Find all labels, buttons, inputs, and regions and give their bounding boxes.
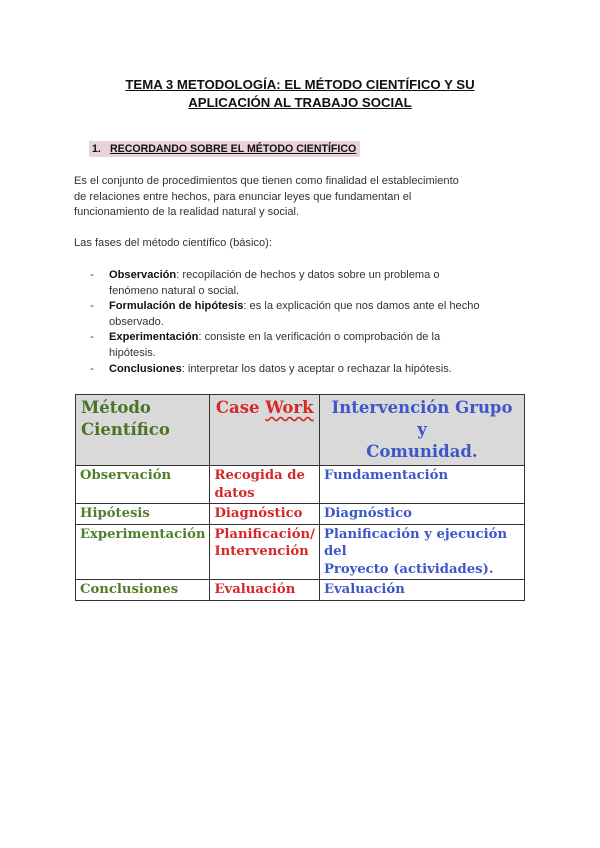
- bullet-marker: -: [90, 362, 94, 375]
- section-number: 1.: [92, 143, 101, 155]
- table-header-row: [76, 395, 525, 466]
- list-item: [90, 362, 540, 378]
- table-cell: Planificación/ Intervención: [210, 524, 319, 580]
- header-cell-case-work: Case Work: [210, 395, 319, 466]
- bullet-marker: -: [90, 300, 94, 313]
- spellcheck-underline: Work: [265, 398, 314, 417]
- table-cell: Fundamentación: [319, 466, 524, 504]
- title-line-1: TEMA 3 METODOLOGÍA: EL MÉTODO CIENTÍFICO Y SU: [125, 77, 475, 92]
- bullet-marker: -: [90, 331, 94, 344]
- phases-intro: Las fases del método científico (básico):: [74, 237, 272, 249]
- table-row: [76, 580, 525, 601]
- intro-line: Es el conjunto de procedimientos que tienen como finalidad el establecimiento: [74, 175, 459, 187]
- table-cell: Hipótesis: [76, 504, 210, 525]
- bullet-text: observado.: [109, 315, 164, 328]
- intro-line: de relaciones entre hechos, para enunciar leyes que fundamentan el: [74, 190, 412, 203]
- intro-paragraph: [74, 174, 534, 221]
- table-cell: Conclusiones: [76, 580, 210, 601]
- table-cell: Evaluación: [319, 580, 524, 601]
- title-line-2: APLICACIÓN AL TRABAJO SOCIAL: [188, 95, 412, 110]
- list-item: [90, 268, 540, 299]
- table-row: [76, 524, 525, 580]
- bullet-term: Formulación de hipótesis: [109, 300, 244, 313]
- header-cell-intervencion: Intervención Grupo y Comunidad.: [319, 395, 524, 466]
- bullet-marker: -: [90, 269, 94, 281]
- table-cell: Diagnóstico: [319, 504, 524, 525]
- intro-line: funcionamiento de la realidad natural y social.: [74, 206, 300, 219]
- list-item: [90, 330, 540, 361]
- bullet-term: Conclusiones: [109, 362, 182, 375]
- table-cell: Recogida de datos: [210, 466, 319, 504]
- section-heading: [89, 141, 360, 157]
- bullet-text: fenómeno natural o social.: [109, 284, 240, 297]
- method-comparison-table: [75, 394, 525, 601]
- bullet-term: Observación: [109, 269, 177, 281]
- table-cell: Observación: [76, 466, 210, 504]
- table-cell: Evaluación: [210, 580, 319, 601]
- document-title: [60, 76, 540, 112]
- header-cell-metodo: Método Científico: [76, 395, 210, 466]
- phases-list: [90, 268, 540, 377]
- table-row: [76, 466, 525, 504]
- table-cell: Planificación y ejecución del Proyecto (actividades).: [319, 524, 524, 580]
- bullet-text: hipótesis.: [109, 346, 156, 359]
- list-item: [90, 299, 540, 330]
- section-heading-text: RECORDANDO SOBRE EL MÉTODO CIENTÍFICO: [110, 143, 357, 155]
- bullet-text: : consiste en la verificación o comprobación de la: [198, 331, 441, 344]
- table-row: [76, 504, 525, 525]
- table-cell: Diagnóstico: [210, 504, 319, 525]
- bullet-term: Experimentación: [109, 331, 199, 344]
- bullet-text: : es la explicación que nos damos ante el hecho: [243, 300, 480, 313]
- bullet-text: : recopilación de hechos y datos sobre un problema o: [176, 269, 440, 281]
- bullet-text: : interpretar los datos y aceptar o rechazar la hipótesis.: [181, 362, 452, 375]
- table-cell: Experimentación: [76, 524, 210, 580]
